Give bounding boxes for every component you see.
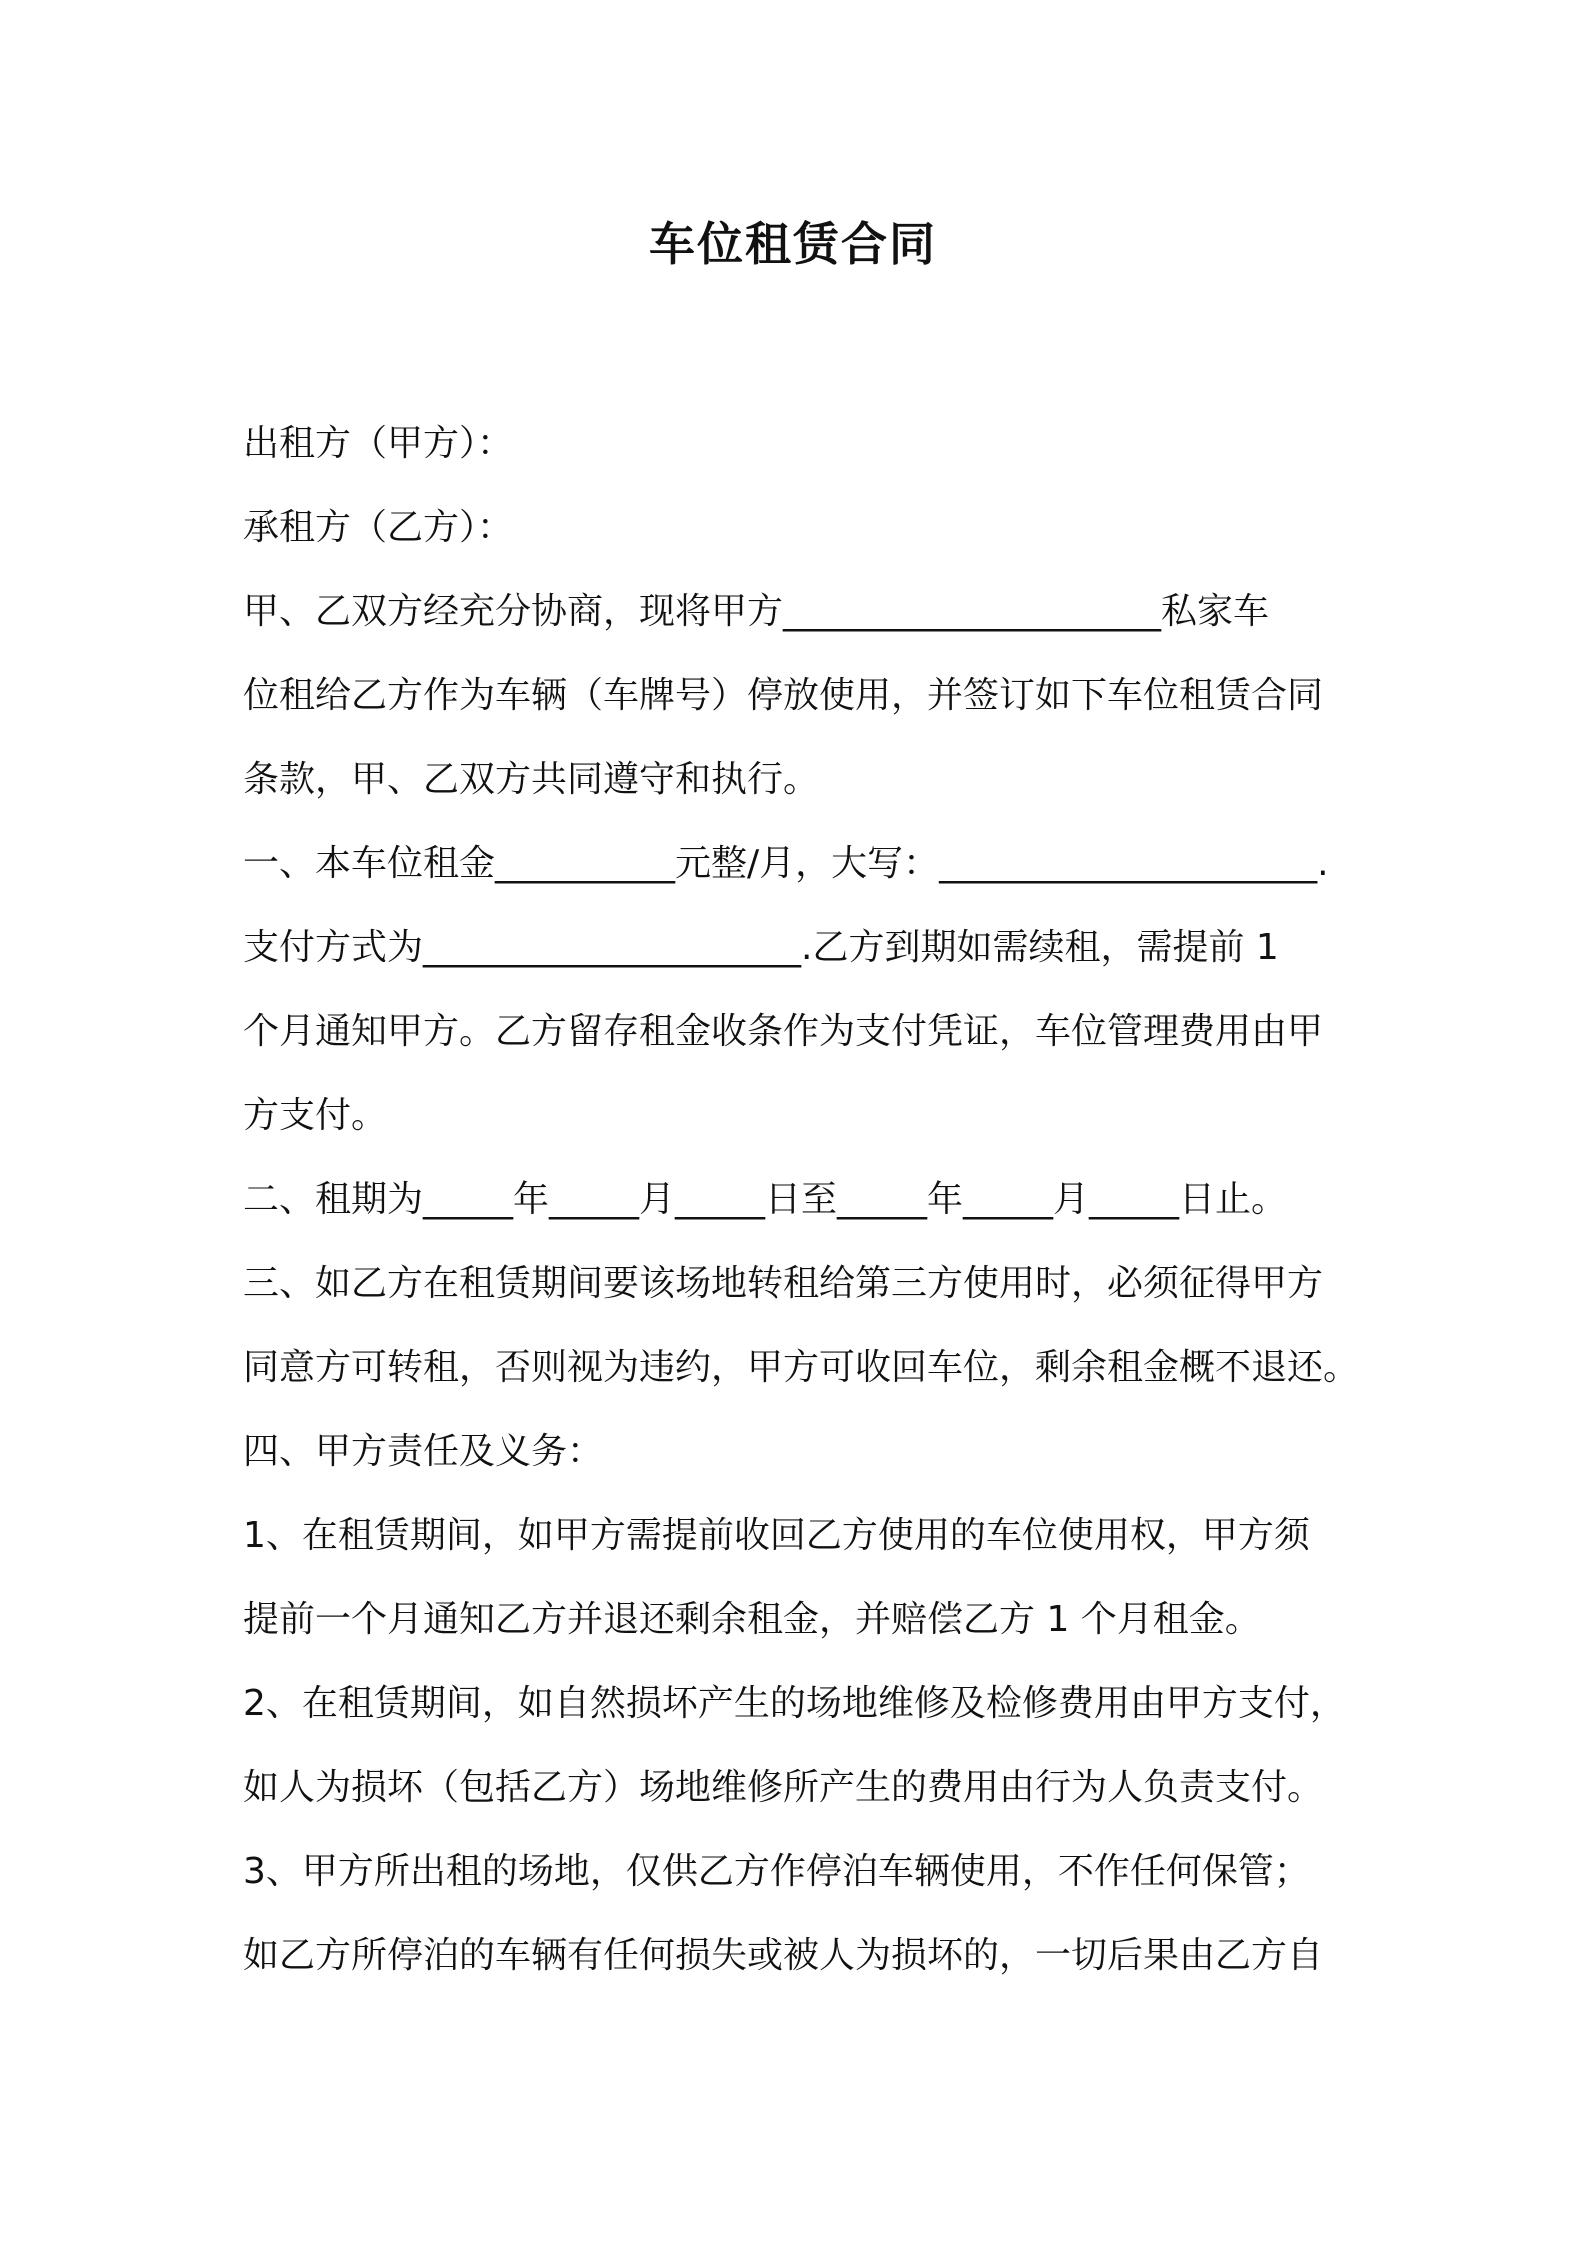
clause-4-item-2-line-1: 2、在租赁期间，如自然损坏产生的场地维修及检修费用由甲方支付， — [243, 1683, 1346, 1724]
lessee-line: 承租方（乙方）： — [243, 507, 514, 548]
clause-1-line-2: 支付方式为_____________________.乙方到期如需续租，需提前 1 — [243, 927, 1279, 968]
intro-line-1: 甲、乙双方经充分协商，现将甲方_____________________私家车 — [243, 591, 1270, 632]
clause-3-line-1: 三、如乙方在租赁期间要该场地转租给第三方使用时，必须征得甲方 — [243, 1263, 1324, 1304]
contract-body — [243, 402, 1383, 1998]
intro-line-3: 条款，甲、乙双方共同遵守和执行。 — [243, 759, 820, 800]
clause-1-line-3: 个月通知甲方。乙方留存租金收条作为支付凭证，车位管理费用由甲 — [243, 1011, 1324, 1052]
clause-1-line-4: 方支付。 — [243, 1095, 388, 1136]
clause-2-line-1: 二、租期为_____年_____月_____日至_____年_____月_____日止。 — [243, 1179, 1288, 1220]
clause-4-item-1-line-2: 提前一个月通知乙方并退还剩余租金，并赔偿乙方 1 个月租金。 — [243, 1599, 1261, 1640]
clause-4-item-1-line-1: 1、在租赁期间，如甲方需提前收回乙方使用的车位使用权，甲方须 — [243, 1515, 1310, 1556]
clause-4-heading: 四、甲方责任及义务： — [243, 1431, 604, 1472]
clause-3-line-2: 同意方可转租，否则视为违约，甲方可收回车位，剩余租金概不退还。 — [243, 1347, 1360, 1388]
lessor-line: 出租方（甲方）： — [243, 423, 514, 464]
clause-1-line-1: 一、本车位租金__________元整/月，大写：_____________________. — [243, 843, 1329, 884]
clause-4-item-2-line-2: 如人为损坏（包括乙方）场地维修所产生的费用由行为人负责支付。 — [243, 1767, 1324, 1808]
clause-4-item-3-line-1: 3、甲方所出租的场地，仅供乙方作停泊车辆使用，不作任何保管； — [243, 1851, 1310, 1892]
intro-line-2: 位租给乙方作为车辆（车牌号）停放使用，并签订如下车位租赁合同 — [243, 675, 1324, 716]
document-title: 车位租赁合同 — [649, 217, 937, 271]
clause-4-item-3-line-2: 如乙方所停泊的车辆有任何损失或被人为损坏的，一切后果由乙方自 — [243, 1935, 1324, 1976]
